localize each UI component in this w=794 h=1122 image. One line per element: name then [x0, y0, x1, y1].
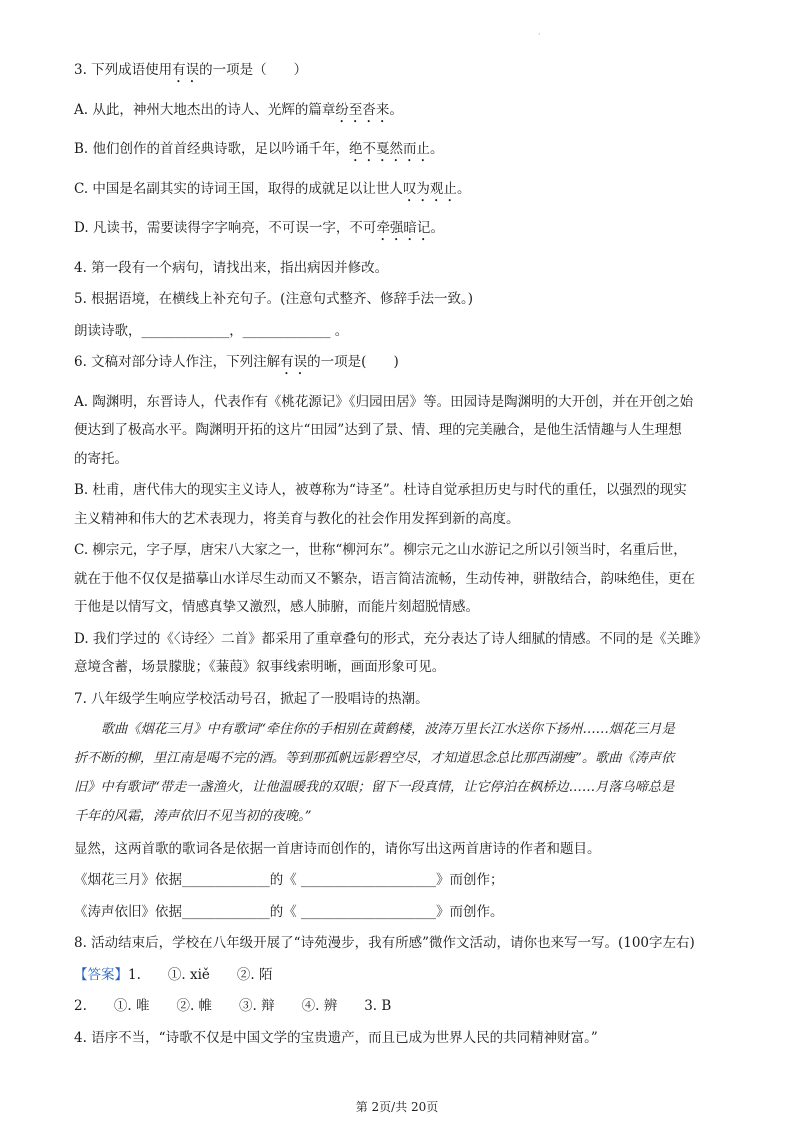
question-8: 8. 活动结束后，学校在八年级开展了“诗苑漫步，我有所感”微作文活动，请你也来写一写。(100字左右): [74, 935, 695, 951]
question-6-option-d: D. 我们学过的《〈诗经〉二首》都采用了重章叠句的形式，充分表达了诗人细腻的情感。不同的是《关雎》 意境含蓄，场景朦胧；《蒹葭》叙事线索明晰，画面形象可见。: [74, 630, 708, 675]
question-6-stem: 6. 文稿对部分诗人作注，下列注解有误的一项是( ): [74, 354, 399, 370]
question-4: 4. 第一段有一个病句，请找出来，指出病因并修改。: [74, 259, 389, 276]
question-7-lyrics: 歌曲《烟花三月》中有歌词“牵住你的手相别在黄鹤楼，波涛万里长江水送你下扬州……烟花三月是 折不断的柳，里江南是喝不完的酒。等到那孤帆远影碧空尽，才知道思念总比那西湖瘦”。歌曲《涛声依 旧》中有歌词“带走一盏渔火，让他温暖我的双眼；留下一段真情，让它停泊在枫桥边……月落乌啼总是 千年的风霜，涛声依旧不见当初的夜晚。”: [74, 722, 675, 824]
question-6-option-b: B. 杜甫，唐代伟大的现实主义诗人，被尊称为“诗圣”。杜诗自觉承担历史与时代的重任，以强烈的现实 主义精神和伟大的艺术表现力，将美育与教化的社会作用发挥到新的高度。: [74, 482, 687, 527]
question-7-fill-1: 《烟花三月》依据_____________的《 ____________________》而创作；: [74, 872, 504, 888]
emphasis-text: 绝不戛然而止: [349, 141, 431, 157]
emphasis-text: 纷至沓来: [335, 101, 390, 118]
question-7-stem: 7. 八年级学生响应学校活动号召，掀起了一股唱诗的热潮。: [74, 690, 429, 707]
answer-line-3: 4. 语序不当，“诗歌不仅是中国文学的宝贵遗产，而且已成为世界人民的共同精神财富。”: [74, 1029, 598, 1046]
scan-mark: ·: [538, 30, 541, 39]
emphasis-text: 有误: [172, 62, 200, 78]
question-3-option-a: A. 从此，神州大地杰出的诗人、光辉的篇章纷至沓来。: [74, 101, 403, 118]
answer-tag: 【答案】: [74, 966, 128, 983]
emphasis-text: 叹为观止: [402, 180, 457, 197]
question-7-fill-2: 《涛声依旧》依据_____________的《 ____________________》而创作。: [74, 903, 504, 920]
question-5-fill-blank: 朗读诗歌，_____________，_____________ 。: [74, 322, 349, 339]
question-3-option-b: B. 他们创作的首首经典诗歌，足以吟诵千年，绝不戛然而止。: [74, 141, 444, 157]
question-7-ask: 显然，这两首歌的歌词各是依据一首唐诗而创作的，请你写出这两首唐诗的作者和题目。: [74, 840, 601, 857]
question-3-stem: 3. 下列成语使用有误的一项是（ ）: [74, 62, 308, 78]
question-5-stem: 5. 根据语境，在横线上补充句子。(注意句式整齐、修辞手法一致。): [74, 291, 473, 307]
answer-line-1: 【答案】1. ①. xiě ②. 陌: [74, 966, 273, 983]
question-6-option-a: A. 陶渊明，东晋诗人，代表作有《桃花源记》《归园田居》等。田园诗是陶渊明的大开创，并在开创之始 便达到了极高水平。陶渊明开拓的这片“田园”达到了景、情、理的完美融合，是他生活情趣与人生理想 的寄托。: [74, 393, 694, 467]
answer-line-2: 2. ①. 唯 ②. 帷 ③. 辩 ④. 辨 3. B: [74, 998, 392, 1014]
question-3-option-d: D. 凡读书，需要读得字字响亮，不可误一字，不可牵强暗记。: [74, 220, 444, 236]
emphasis-text: 牵强暗记: [376, 220, 431, 236]
emphasis-text: 有误: [280, 354, 308, 370]
page-content: [74, 62, 724, 1061]
page-number: 第 2页/共 20页: [355, 1100, 439, 1114]
question-6-option-c: C. 柳宗元，字子厚，唐宋八大家之一，世称“柳河东”。柳宗元之山水游记之所以引领当时，名重后世， 就在于他不仅仅是描摹山水详尽生动而又不繁杂，语言简洁流畅，生动传神，骈散结合，韵味绝佳，更在 于他是以情写文，情感真挚又激烈，感人肺腑，而能片刻超脱情感。: [74, 542, 695, 615]
question-3-option-c: C. 中国是名副其实的诗词王国，取得的成就足以让世人叹为观止。: [74, 180, 471, 197]
